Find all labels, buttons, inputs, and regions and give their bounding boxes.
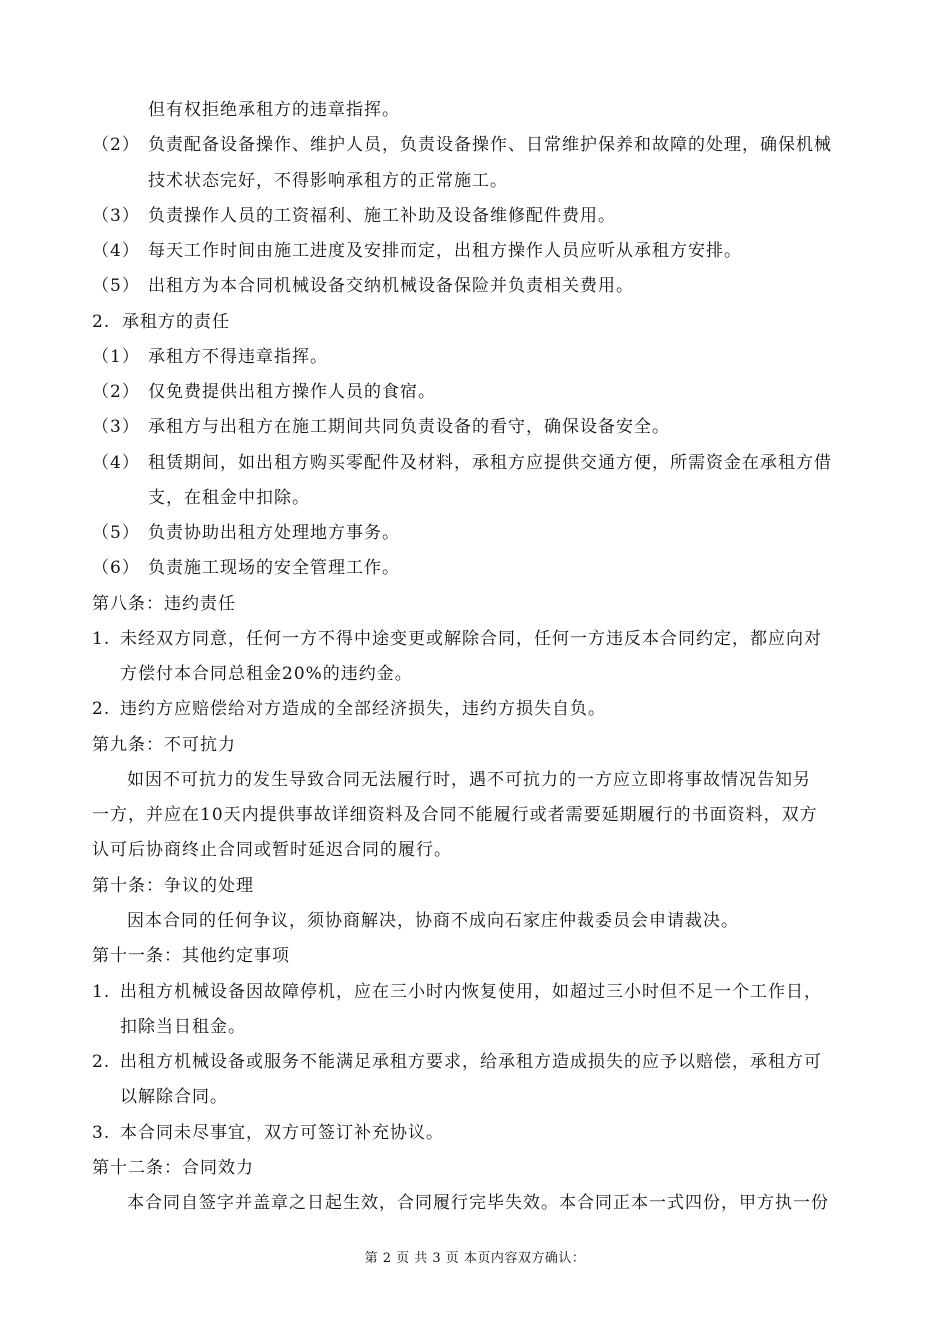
list-item-1: [92, 346, 328, 368]
list-label: 2.: [92, 699, 111, 719]
article-heading-8: [92, 593, 236, 615]
list-item-5: [92, 522, 400, 544]
line-text: 承租方与出租方在施工期间共同负责设备的看守，确保设备安全。: [148, 417, 670, 437]
line-text: 一方，并应在10天内提供事故详细资料及合同不能履行或者需要延期履行的书面资料，双方: [92, 805, 818, 825]
line-text: 方偿付本合同总租金20%的违约金。: [120, 664, 413, 684]
heading-text: 第十一条：其他约定事项: [92, 946, 290, 966]
list-item-4: [92, 240, 742, 262]
line-text: 每天工作时间由施工进度及安排而定，出租方操作人员应听从承租方安排。: [148, 241, 742, 261]
heading-text: 第九条：不可抗力: [92, 735, 236, 755]
list-item-2: [92, 698, 606, 720]
list-item-6: [92, 557, 400, 579]
text-line-continuation: [120, 663, 413, 685]
line-text: 负责操作人员的工资福利、施工补助及设备维修配件费用。: [148, 206, 616, 226]
article-heading-12: [92, 1157, 254, 1179]
paragraph-line: [127, 910, 739, 932]
line-text: 租赁期间，如出租方购买零配件及材料，承租方应提供交通方便，所需资金在承租方借: [148, 453, 832, 473]
list-item-2: [92, 1051, 822, 1073]
section-heading-lessee: [92, 311, 230, 333]
list-label: （3）: [92, 417, 140, 437]
line-text: 出租方为本合同机械设备交纳机械设备保险并负责相关费用。: [148, 276, 634, 296]
heading-text: 第十条：争议的处理: [92, 876, 254, 896]
page-footer: 第 2 页 共 3 页 本页内容双方确认：: [364, 1251, 586, 1266]
line-text: 技术状态完好，不得影响承租方的正常施工。: [148, 171, 508, 191]
paragraph-line: [127, 1192, 829, 1214]
heading-text: 第八条：违约责任: [92, 594, 236, 614]
list-item-4: [92, 452, 832, 474]
line-text: 支，在租金中扣除。: [148, 488, 310, 508]
list-item-3: [92, 205, 616, 227]
line-text: 未经双方同意，任何一方不得中途变更或解除合同，任何一方违反本合同约定，都应向对: [120, 629, 822, 649]
list-label: （5）: [92, 523, 140, 543]
list-label: （4）: [92, 453, 140, 473]
text-line-continuation: [148, 487, 310, 509]
list-item-3: [92, 416, 670, 438]
text-line-continuation: [148, 170, 508, 192]
list-label: （4）: [92, 241, 140, 261]
list-label: （1）: [92, 347, 140, 367]
line-text: 负责协助出租方处理地方事务。: [148, 523, 400, 543]
text-line-continuation: [120, 1086, 228, 1108]
line-text: 出租方机械设备因故障停机，应在三小时内恢复使用，如超过三小时但不足一个工作日，: [120, 982, 822, 1002]
line-text: 负责配备设备操作、维护人员，负责设备操作、日常维护保养和故障的处理，确保机械: [148, 135, 832, 155]
paragraph-line: [92, 839, 452, 861]
line-text: 如因不可抗力的发生导致合同无法履行时，遇不可抗力的一方应立即将事故情况告知另: [127, 770, 811, 790]
article-heading-10: [92, 875, 254, 897]
text-line-continuation: [120, 1016, 246, 1038]
list-item-2: [92, 134, 832, 156]
list-label: （2）: [92, 382, 140, 402]
line-text: 承租方的责任: [122, 312, 230, 332]
line-text: 负责施工现场的安全管理工作。: [148, 558, 400, 578]
list-label: （6）: [92, 558, 140, 578]
line-text: 承租方不得违章指挥。: [148, 347, 328, 367]
list-item-1: [92, 628, 822, 650]
line-text: 仅免费提供出租方操作人员的食宿。: [148, 382, 436, 402]
line-text: 以解除合同。: [120, 1087, 228, 1107]
paragraph-line: [127, 769, 811, 791]
article-heading-11: [92, 945, 290, 967]
list-label: 1.: [92, 982, 111, 1002]
line-text: 本合同自签字并盖章之日起生效，合同履行完毕失效。本合同正本一式四份，甲方执一份: [127, 1193, 829, 1213]
line-text: 扣除当日租金。: [120, 1017, 246, 1037]
line-text: 因本合同的任何争议，须协商解决，协商不成向石家庄仲裁委员会申请裁决。: [127, 911, 739, 931]
list-label: （3）: [92, 206, 140, 226]
list-item-2: [92, 381, 436, 403]
list-item-1: [92, 981, 822, 1003]
line-text: 违约方应赔偿给对方造成的全部经济损失，违约方损失自负。: [120, 699, 606, 719]
list-item-5: [92, 275, 634, 297]
heading-text: 第十二条：合同效力: [92, 1158, 254, 1178]
line-text: 但有权拒绝承租方的违章指挥。: [148, 100, 400, 120]
article-heading-9: [92, 734, 236, 756]
paragraph-line: [92, 804, 818, 826]
list-label: 1.: [92, 629, 111, 649]
list-label: （5）: [92, 276, 140, 296]
line-text: 认可后协商终止合同或暂时延迟合同的履行。: [92, 840, 452, 860]
list-item-3: [92, 1122, 444, 1144]
list-label: （2）: [92, 135, 140, 155]
list-label: 2.: [92, 312, 111, 332]
list-label: 2.: [92, 1052, 111, 1072]
line-text: 出租方机械设备或服务不能满足承租方要求，给承租方造成损失的应予以赔偿，承租方可: [120, 1052, 822, 1072]
line-text: 本合同未尽事宜，双方可签订补充协议。: [120, 1123, 444, 1143]
text-line-1: [148, 99, 400, 121]
list-label: 3.: [92, 1123, 111, 1143]
